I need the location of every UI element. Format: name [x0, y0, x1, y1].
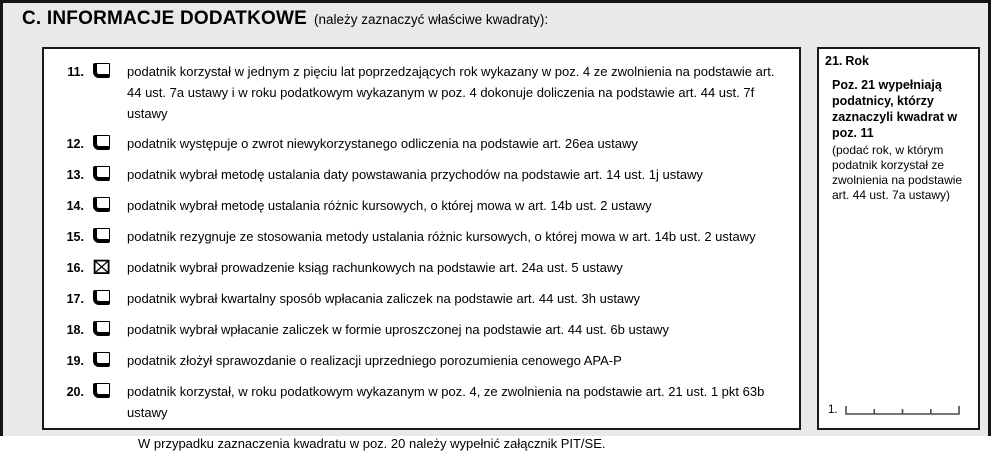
item-number: 20.: [66, 385, 84, 399]
item-checkbox[interactable]: [93, 383, 112, 398]
list-item: [56, 257, 791, 279]
item-label: podatnik rezygnuje ze stosowania metody ustalania różnic kursowych, o której mowa w art. 14b ust. 2 ustawy: [127, 229, 756, 244]
item-number: 12.: [66, 137, 84, 151]
field-21-note-bold: Poz. 21 wypełniają podatnicy, którzy zaznaczyli kwadrat w poz. 11: [832, 78, 958, 140]
item-checkbox[interactable]: [93, 197, 112, 212]
field-21-label: Rok: [845, 54, 870, 68]
section-header: [22, 8, 548, 30]
item-label: podatnik występuje o zwrot niewykorzystanego odliczenia na podstawie art. 26ea ustawy: [127, 136, 638, 151]
field-21-note-regular: (podać rok, w którym podatnik korzystał ze zwolnienia na podstawie art. 44 ust. 7a ustawy): [832, 143, 963, 202]
list-item: [56, 381, 791, 423]
field-21-box: [817, 47, 980, 430]
section-subtitle: (należy zaznaczyć właściwe kwadraty):: [314, 12, 549, 27]
item-checkbox[interactable]: [93, 352, 112, 367]
empty-checkbox-icon: [93, 228, 110, 243]
field-21-number: 21.: [825, 54, 843, 68]
empty-checkbox-icon: [93, 383, 110, 398]
item-number: 17.: [66, 292, 84, 306]
empty-checkbox-icon: [93, 166, 110, 181]
section-title: C. INFORMACJE DODATKOWE: [22, 8, 308, 29]
list-item: [56, 133, 791, 155]
empty-checkbox-icon: [93, 63, 110, 78]
item-checkbox[interactable]: [93, 290, 112, 305]
item-label: podatnik złożył sprawozdanie o realizacji uprzedniego porozumienia cenowego APA-P: [127, 353, 622, 368]
item-label: podatnik wybrał prowadzenie ksiąg rachunkowych na podstawie art. 24a ust. 5 ustawy: [127, 260, 623, 275]
item-label: podatnik wybrał metodę ustalania daty powstawania przychodów na podstawie art. 14 ust. 1j ustawy: [127, 167, 703, 182]
empty-checkbox-icon: [93, 321, 110, 336]
list-item: [56, 164, 791, 186]
footer-note: W przypadku zaznaczenia kwadratu w poz. 20 należy wypełnić załącznik PIT/SE.: [138, 436, 606, 451]
item-checkbox[interactable]: [93, 321, 112, 336]
item-number: 16.: [66, 261, 84, 275]
item-label: podatnik wybrał metodę ustalania różnic kursowych, o której mowa w art. 14b ust. 2 ustawy: [127, 198, 652, 213]
field-21-entry: [828, 403, 961, 416]
empty-checkbox-icon: [93, 290, 110, 305]
list-item: [56, 226, 791, 248]
entry-number: 1.: [828, 404, 838, 416]
list-item: [56, 288, 791, 310]
item-label: podatnik wybrał wpłacanie zaliczek w formie uproszczonej na podstawie art. 44 ust. 6b ustawy: [127, 322, 669, 337]
year-comb-input[interactable]: [845, 403, 961, 416]
additional-info-box: [42, 47, 801, 451]
checked-x-icon: [93, 259, 111, 275]
item-checkbox-checked[interactable]: [93, 259, 112, 275]
list-item: [56, 61, 791, 124]
item-label: podatnik korzystał, w roku podatkowym wykazanym w poz. 4, ze zwolnienia na podstawie art. 21 ust. 1 pkt 63b ustawy: [127, 384, 765, 420]
item-label: podatnik korzystał w jednym z pięciu lat poprzedzających rok wykazany w poz. 4 ze zwolnienia na podstawie art. 44 ust. 7a ustawy i w roku podatkowym wykazanym w poz. 4 dokonuje doliczenia na podstawie art. 44 ust. 7f ustawy: [127, 64, 775, 121]
empty-checkbox-icon: [93, 197, 110, 212]
list-item: [56, 350, 791, 372]
item-number: 13.: [66, 168, 84, 182]
item-checkbox[interactable]: [93, 166, 112, 181]
field-21-header: [825, 54, 973, 68]
item-checkbox[interactable]: [93, 135, 112, 150]
item-number: 19.: [66, 354, 84, 368]
item-number: 14.: [66, 199, 84, 213]
list-item: [56, 319, 791, 341]
item-checkbox[interactable]: [93, 63, 112, 78]
item-label: podatnik wybrał kwartalny sposób wpłacania zaliczek na podstawie art. 44 ust. 3h ustawy: [127, 291, 641, 306]
item-checkbox[interactable]: [93, 228, 112, 243]
empty-checkbox-icon: [93, 352, 110, 367]
item-number: 18.: [66, 323, 84, 337]
empty-checkbox-icon: [93, 135, 110, 150]
item-number: 15.: [66, 230, 84, 244]
item-number: 11.: [67, 65, 84, 79]
list-item: [56, 195, 791, 217]
checkbox-list: [56, 61, 791, 423]
